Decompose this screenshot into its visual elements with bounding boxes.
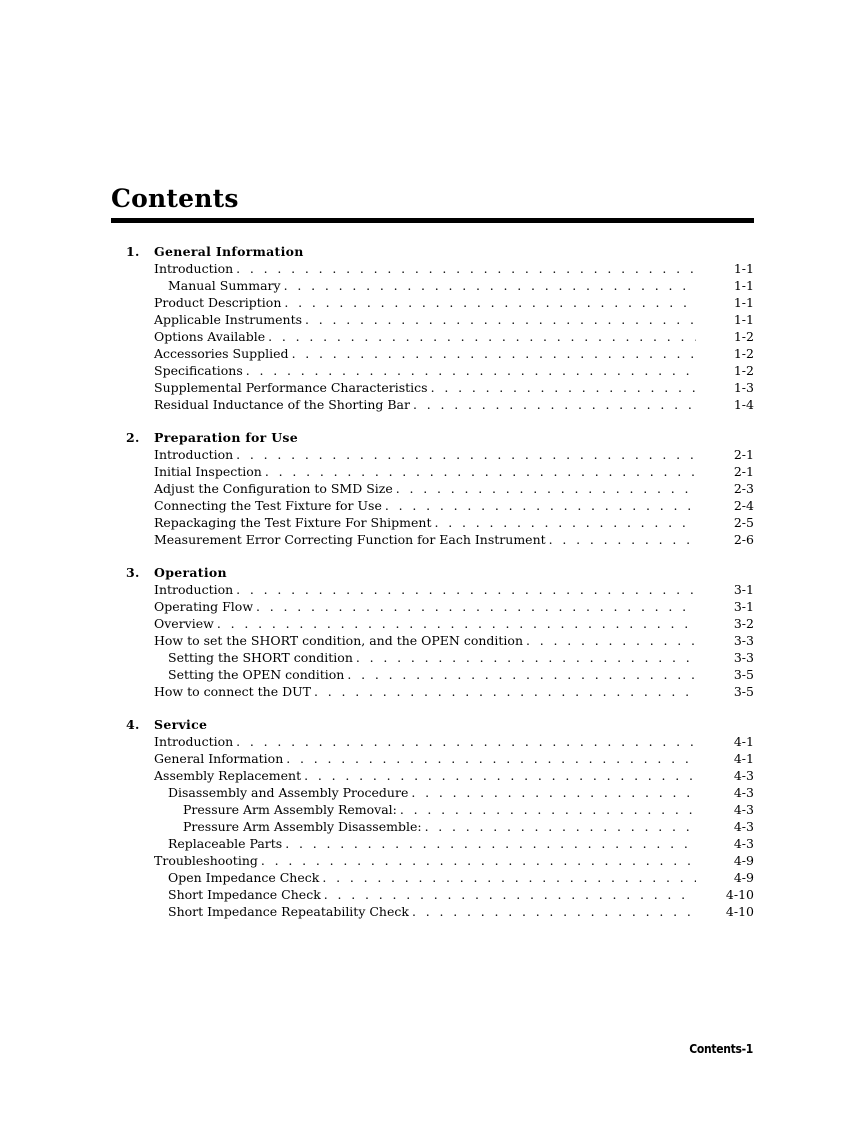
toc-entry-page: 2-6 [714, 531, 754, 548]
toc-entry-title: Options Available [154, 328, 268, 345]
toc-entry[interactable] [0, 632, 866, 649]
toc-entry-page: 1-1 [714, 260, 754, 277]
dot-leader [236, 446, 696, 463]
dot-leader [396, 480, 696, 497]
toc-entry[interactable] [0, 750, 866, 767]
toc-entry-title: Repackaging the Test Fixture For Shipment [154, 514, 434, 531]
toc-entry-title: Assembly Replacement [154, 767, 304, 784]
toc-entry[interactable] [0, 311, 866, 328]
dot-leader [411, 784, 696, 801]
toc-entry-page: 4-3 [714, 835, 754, 852]
toc-entry[interactable] [0, 396, 866, 413]
dot-leader [526, 632, 696, 649]
toc-entry[interactable] [0, 294, 866, 311]
dot-leader [400, 801, 696, 818]
table-of-contents [0, 243, 866, 936]
toc-chapter [0, 243, 866, 413]
toc-entry-title: Short Impedance Repeatability Check [168, 903, 412, 920]
toc-entry-page: 4-3 [714, 801, 754, 818]
toc-entry-title: Disassembly and Assembly Procedure [168, 784, 411, 801]
toc-entry-page: 4-10 [714, 886, 754, 903]
chapter-heading[interactable] [0, 716, 866, 733]
toc-entry[interactable] [0, 480, 866, 497]
toc-entry-page: 3-2 [714, 615, 754, 632]
toc-entry[interactable] [0, 886, 866, 903]
toc-entry-title: Applicable Instruments [154, 311, 305, 328]
dot-leader [284, 294, 696, 311]
toc-entry-page: 1-1 [714, 294, 754, 311]
dot-leader [236, 733, 696, 750]
dot-leader [268, 328, 696, 345]
toc-entry-title: Measurement Error Correcting Function for Each Instrument [154, 531, 549, 548]
toc-entry-title: Overview [154, 615, 217, 632]
toc-entry-title: Product Description [154, 294, 284, 311]
toc-entry-title: Troubleshooting [154, 852, 261, 869]
toc-entry-title: General Information [154, 750, 286, 767]
toc-entry-title: How to set the SHORT condition, and the OPEN condition [154, 632, 526, 649]
toc-entry-title: Open Impedance Check [168, 869, 322, 886]
dot-leader [434, 514, 696, 531]
toc-entry-page: 4-3 [714, 784, 754, 801]
toc-entry-title: Pressure Arm Assembly Disassemble: [183, 818, 425, 835]
dot-leader [265, 463, 696, 480]
toc-entry-title: Adjust the Configuration to SMD Size [154, 480, 396, 497]
toc-entry[interactable] [0, 598, 866, 615]
toc-entry-page: 2-5 [714, 514, 754, 531]
dot-leader [385, 497, 696, 514]
dot-leader [256, 598, 696, 615]
toc-entry-page: 4-1 [714, 750, 754, 767]
dot-leader [261, 852, 696, 869]
toc-entry[interactable] [0, 260, 866, 277]
toc-entry-page: 4-3 [714, 767, 754, 784]
dot-leader [284, 277, 696, 294]
toc-entry-title: Accessories Supplied [154, 345, 292, 362]
dot-leader [347, 666, 696, 683]
toc-entry[interactable] [0, 767, 866, 784]
toc-entry[interactable] [0, 852, 866, 869]
dot-leader [322, 869, 696, 886]
dot-leader [324, 886, 696, 903]
toc-entry[interactable] [0, 784, 866, 801]
dot-leader [425, 818, 696, 835]
toc-entry-page: 2-1 [714, 446, 754, 463]
toc-entry[interactable] [0, 801, 866, 818]
chapter-title: Service [154, 717, 208, 732]
toc-entry-title: Setting the OPEN condition [168, 666, 347, 683]
dot-leader [236, 581, 696, 598]
toc-entry[interactable] [0, 666, 866, 683]
chapter-heading[interactable] [0, 429, 866, 446]
toc-entry-page: 4-3 [714, 818, 754, 835]
toc-entry-page: 1-4 [714, 396, 754, 413]
toc-entry-title: Specifications [154, 362, 246, 379]
toc-entry-title: Initial Inspection [154, 463, 265, 480]
toc-entry[interactable] [0, 345, 866, 362]
toc-chapter [0, 429, 866, 548]
chapter-number: 2. [126, 430, 140, 445]
page-title: Contents [111, 184, 239, 213]
toc-entry-title: Connecting the Test Fixture for Use [154, 497, 385, 514]
toc-entry-page: 1-2 [714, 328, 754, 345]
toc-entry[interactable] [0, 903, 866, 920]
toc-entry[interactable] [0, 869, 866, 886]
toc-chapter [0, 564, 866, 700]
toc-entry-title: Pressure Arm Assembly Removal: [183, 801, 400, 818]
dot-leader [246, 362, 696, 379]
dot-leader [304, 767, 696, 784]
toc-entry[interactable] [0, 463, 866, 480]
toc-entry-title: How to connect the DUT [154, 683, 314, 700]
toc-entry[interactable] [0, 514, 866, 531]
toc-entry-page: 1-1 [714, 311, 754, 328]
toc-entry-title: Supplemental Performance Characteristics [154, 379, 431, 396]
toc-entry-title: Introduction [154, 581, 236, 598]
toc-entry-page: 4-9 [714, 852, 754, 869]
toc-entry-page: 2-4 [714, 497, 754, 514]
toc-entry-title: Residual Inductance of the Shorting Bar [154, 396, 413, 413]
toc-entry-title: Setting the SHORT condition [168, 649, 356, 666]
toc-entry-title: Replaceable Parts [168, 835, 285, 852]
toc-entry-page: 3-3 [714, 632, 754, 649]
toc-entry-page: 4-10 [714, 903, 754, 920]
toc-entry[interactable] [0, 277, 866, 294]
toc-entry[interactable] [0, 497, 866, 514]
toc-entry[interactable] [0, 531, 866, 548]
toc-entry[interactable] [0, 818, 866, 835]
toc-entry[interactable] [0, 362, 866, 379]
dot-leader [356, 649, 696, 666]
dot-leader [314, 683, 696, 700]
toc-entry-page: 3-3 [714, 649, 754, 666]
toc-entry-page: 1-2 [714, 362, 754, 379]
dot-leader [285, 835, 696, 852]
chapter-number: 4. [126, 717, 140, 732]
chapter-number: 3. [126, 565, 140, 580]
toc-entry-page: 1-1 [714, 277, 754, 294]
toc-entry-page: 1-3 [714, 379, 754, 396]
toc-entry-title: Introduction [154, 446, 236, 463]
toc-entry[interactable] [0, 683, 866, 700]
toc-entry-page: 2-1 [714, 463, 754, 480]
toc-entry-page: 3-5 [714, 683, 754, 700]
chapter-heading[interactable] [0, 243, 866, 260]
dot-leader [305, 311, 696, 328]
toc-entry[interactable] [0, 446, 866, 463]
toc-entry[interactable] [0, 615, 866, 632]
dot-leader [292, 345, 696, 362]
dot-leader [286, 750, 696, 767]
toc-entry[interactable] [0, 379, 866, 396]
toc-entry-page: 3-5 [714, 666, 754, 683]
chapter-title: Preparation for Use [154, 430, 299, 445]
dot-leader [413, 396, 696, 413]
toc-entry-page: 1-2 [714, 345, 754, 362]
dot-leader [431, 379, 696, 396]
toc-entry-title: Introduction [154, 733, 236, 750]
toc-entry-title: Introduction [154, 260, 236, 277]
dot-leader [217, 615, 696, 632]
toc-entry[interactable] [0, 835, 866, 852]
dot-leader [549, 531, 696, 548]
page-footer: Contents-1 [689, 1042, 753, 1056]
toc-entry[interactable] [0, 581, 866, 598]
toc-entry[interactable] [0, 328, 866, 345]
dot-leader [412, 903, 696, 920]
toc-entry-page: 3-1 [714, 598, 754, 615]
toc-entry-page: 4-1 [714, 733, 754, 750]
chapter-heading[interactable] [0, 564, 866, 581]
toc-entry-page: 3-1 [714, 581, 754, 598]
toc-entry[interactable] [0, 733, 866, 750]
title-rule [111, 218, 754, 223]
dot-leader [236, 260, 696, 277]
chapter-number: 1. [126, 244, 140, 259]
toc-entry-title: Short Impedance Check [168, 886, 324, 903]
toc-entry[interactable] [0, 649, 866, 666]
toc-chapter [0, 716, 866, 920]
chapter-title: Operation [154, 565, 227, 580]
toc-entry-page: 2-3 [714, 480, 754, 497]
toc-entry-title: Manual Summary [168, 277, 284, 294]
toc-entry-title: Operating Flow [154, 598, 256, 615]
toc-entry-page: 4-9 [714, 869, 754, 886]
chapter-title: General Information [154, 244, 304, 259]
